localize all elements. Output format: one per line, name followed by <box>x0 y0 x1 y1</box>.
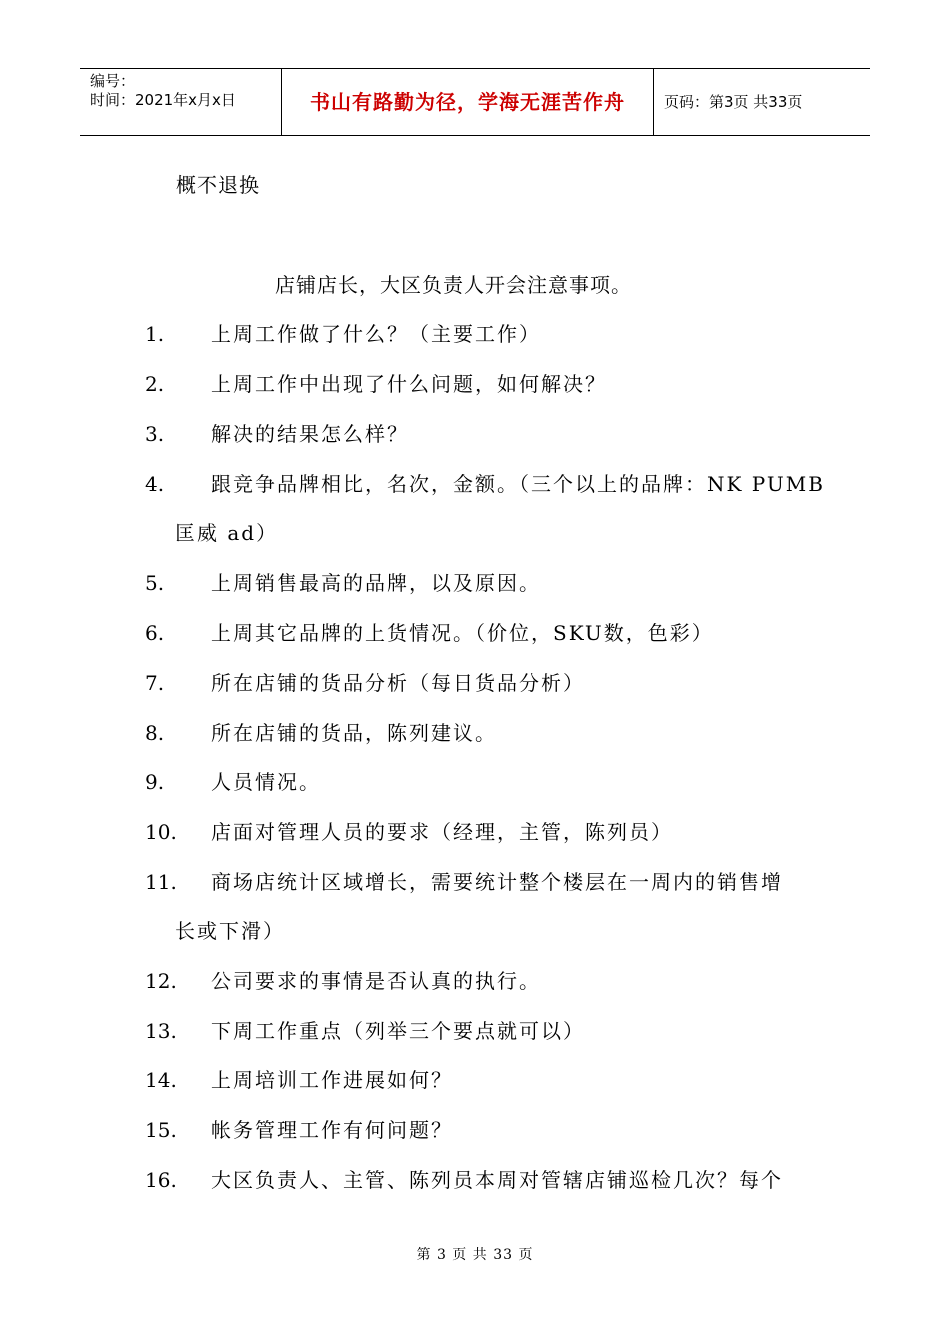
item-text: 公司要求的事情是否认真的执行。 <box>211 969 541 993</box>
item-number: 4. <box>145 472 165 496</box>
item-number: 2. <box>145 372 165 396</box>
header-code: 编号： <box>90 72 136 90</box>
item-number: 6. <box>145 621 165 645</box>
item-number: 3. <box>145 422 165 446</box>
item-number: 16. <box>145 1168 177 1192</box>
header-motto: 书山有路勤为径，学海无涯苦作舟 <box>282 69 654 135</box>
item-number: 7. <box>145 671 165 695</box>
page-header <box>80 68 870 136</box>
header-time: 时间：2021年x月x日 <box>90 91 236 109</box>
item-text: 上周销售最高的品牌，以及原因。 <box>211 571 541 595</box>
item-number: 5. <box>145 571 165 595</box>
document-title: 店铺店长，大区负责人开会注意事项。 <box>275 273 632 297</box>
item-continuation: 长或下滑） <box>175 919 285 943</box>
item-text: 下周工作重点（列举三个要点就可以） <box>211 1019 585 1043</box>
item-text: 店面对管理人员的要求（经理，主管，陈列员） <box>211 820 673 844</box>
item-text: 上周工作中出现了什么问题，如何解决？ <box>211 372 607 396</box>
item-text: 帐务管理工作有何问题？ <box>211 1118 453 1142</box>
item-number: 10. <box>145 820 177 844</box>
item-number: 1. <box>145 322 165 346</box>
item-text: 解决的结果怎么样？ <box>211 422 409 446</box>
item-number: 15. <box>145 1118 177 1142</box>
item-number: 11. <box>145 870 177 894</box>
item-text: 上周工作做了什么？（主要工作） <box>211 322 541 346</box>
item-text: 商场店统计区域增长，需要统计整个楼层在一周内的销售增 <box>211 870 783 894</box>
header-page-info: 页码：第3页 共33页 <box>664 93 803 111</box>
item-number: 13. <box>145 1019 177 1043</box>
item-number: 9. <box>145 770 165 794</box>
item-text: 大区负责人、主管、陈列员本周对管辖店铺巡检几次？每个 <box>211 1168 783 1192</box>
item-text: 上周培训工作进展如何？ <box>211 1068 453 1092</box>
page-footer: 第 3 页 共 33 页 <box>416 1247 534 1263</box>
item-number: 14. <box>145 1068 177 1092</box>
item-text: 跟竞争品牌相比，名次，金额。（三个以上的品牌：NK PUMB <box>211 472 825 496</box>
item-number: 8. <box>145 721 165 745</box>
item-number: 12. <box>145 969 177 993</box>
carryover-text: 概不退换 <box>176 173 260 197</box>
item-text: 所在店铺的货品分析（每日货品分析） <box>211 671 585 695</box>
item-continuation: 匡威 ad） <box>175 521 279 545</box>
header-meta <box>80 69 282 135</box>
item-text: 上周其它品牌的上货情况。（价位，SKU数，色彩） <box>211 621 714 645</box>
item-text: 所在店铺的货品，陈列建议。 <box>211 721 497 745</box>
item-text: 人员情况。 <box>211 770 321 794</box>
